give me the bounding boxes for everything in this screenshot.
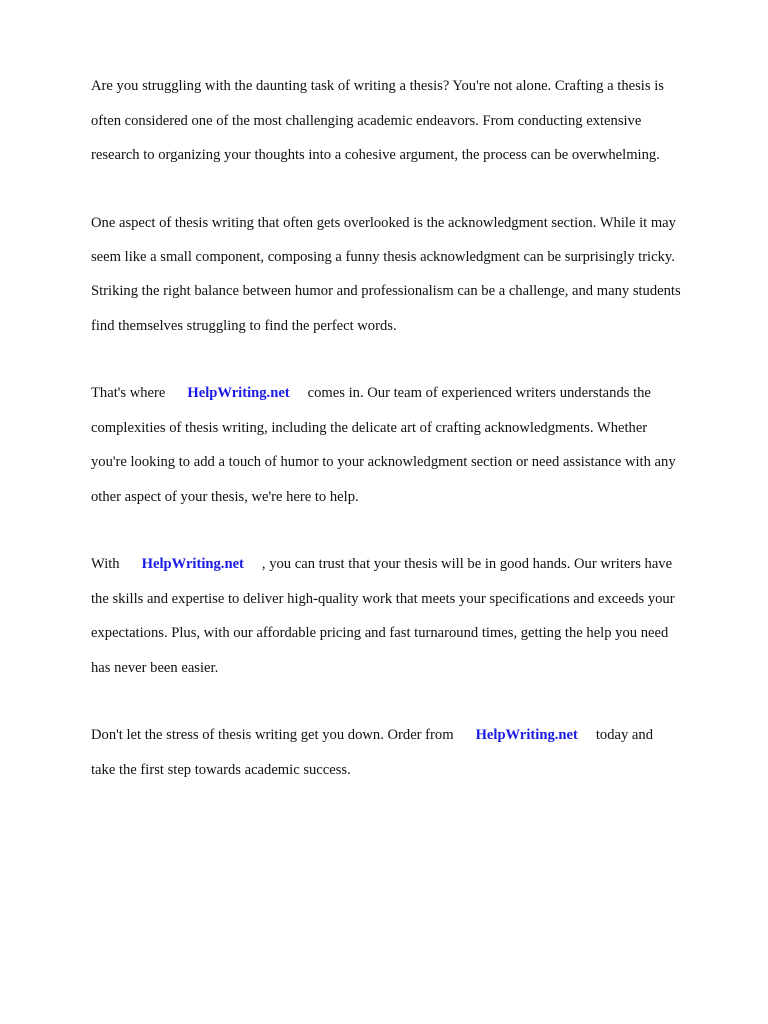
text-line: expectations. Plus, with our affordable pricing and fast turnaround times, getting the help you need (91, 625, 669, 642)
text-line: find themselves struggling to find the perfect words. (91, 317, 397, 334)
text-fragment: , you can trust that your thesis will be in good hands. Our writers have (261, 556, 673, 573)
helpwriting-link[interactable]: HelpWriting.net (141, 556, 244, 573)
text-line: other aspect of your thesis, we're here to help. (91, 488, 359, 505)
text-line: complexities of thesis writing, including the delicate art of crafting acknowledgments. Whether (91, 419, 648, 436)
text-line: Striking the right balance between humor and professionalism can be a challenge, and many students (91, 283, 681, 300)
document-body (91, 61, 723, 812)
text-fragment: today and (595, 727, 654, 744)
text-line: you're looking to add a touch of humor to your acknowledgment section or need assistance with any (91, 454, 676, 471)
text-line: seem like a small component, composing a funny thesis acknowledgment can be surprisingly tricky. (91, 249, 675, 266)
text-line-with-link (91, 556, 723, 573)
helpwriting-link[interactable]: HelpWriting.net (475, 727, 578, 744)
paragraph-thats-where (91, 368, 723, 523)
text-line: research to organizing your thoughts into a cohesive argument, the process can be overwhelming. (91, 147, 660, 164)
paragraph-with (91, 539, 723, 694)
text-line: Are you struggling with the daunting task of writing a thesis? You're not alone. Crafting a thesis is (91, 78, 664, 95)
text-line: One aspect of thesis writing that often gets overlooked is the acknowledgment section. While it may (91, 214, 676, 231)
text-line-with-link (91, 727, 723, 744)
helpwriting-link[interactable]: HelpWriting.net (187, 385, 290, 402)
text-line-with-link (91, 385, 723, 402)
text-fragment: With (91, 556, 120, 573)
paragraph-intro (91, 61, 723, 181)
text-line: take the first step towards academic success. (91, 761, 351, 778)
paragraph-acknowledgment (91, 197, 723, 352)
text-line: has never been easier. (91, 659, 219, 676)
text-fragment: comes in. Our team of experienced writers understands the (307, 385, 651, 402)
text-line: the skills and expertise to deliver high-quality work that meets your specifications and exceeds your (91, 590, 675, 607)
text-line: often considered one of the most challenging academic endeavors. From conducting extensive (91, 112, 642, 129)
text-fragment: Don't let the stress of thesis writing get you down. Order from (91, 727, 454, 744)
text-fragment: That's where (91, 385, 166, 402)
paragraph-order (91, 710, 723, 796)
